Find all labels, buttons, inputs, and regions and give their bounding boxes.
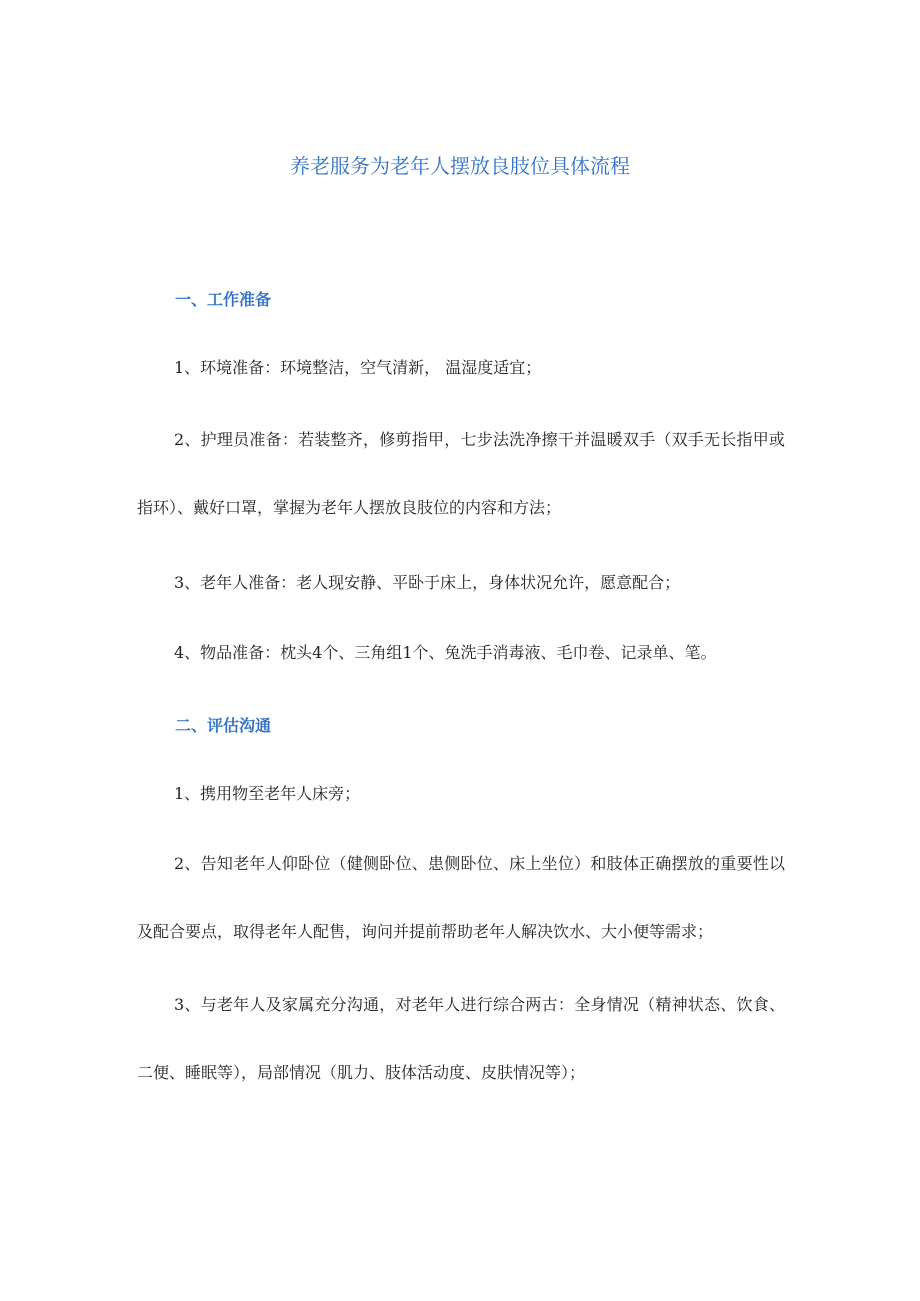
paragraph-communicate-family: 3、与老年人及家属充分沟通，对老年人进行综合两古：全身情况（精神状态、饮食、二便、睡眠等），局部情况（肌力、肢体活动度、皮肤情况等）； bbox=[137, 995, 785, 1082]
paragraph-inform-elder: 2、告知老年人仰卧位（健侧卧位、患侧卧位、床上坐位）和肢体正确摆放的重要性以及配合要点，取得老年人配售，询问并提前帮助老年人解决饮水、大小便等需求； bbox=[137, 854, 785, 941]
paragraph-bring-items: 1、携用物至老年人床旁； bbox=[174, 784, 361, 803]
paragraph-items-preparation: 4、物品准备：枕头4个、三角组1个、兔洗手消毒液、毛巾卷、记录单、笔。 bbox=[174, 643, 717, 662]
paragraph-environment-preparation: 1、环境准备：环境整洁，空气清新， 温湿度适宜； bbox=[174, 358, 542, 377]
paragraph-elder-preparation: 3、老年人准备：老人现安静、平卧于床上，身体状况允许，愿意配合； bbox=[174, 573, 681, 592]
section-heading-assessment-communication: 二、评估沟通 bbox=[175, 716, 272, 735]
paragraph-caregiver-preparation: 2、护理员准备：若装整齐，修剪指甲，七步法洗净擦干并温暖双手（双手无长指甲或指环）、戴好口罩，掌握为老年人摆放良肢位的内容和方法； bbox=[137, 430, 785, 517]
document-title: 养老服务为老年人摆放良肢位具体流程 bbox=[290, 154, 630, 178]
section-heading-work-preparation: 一、工作准备 bbox=[175, 290, 272, 309]
